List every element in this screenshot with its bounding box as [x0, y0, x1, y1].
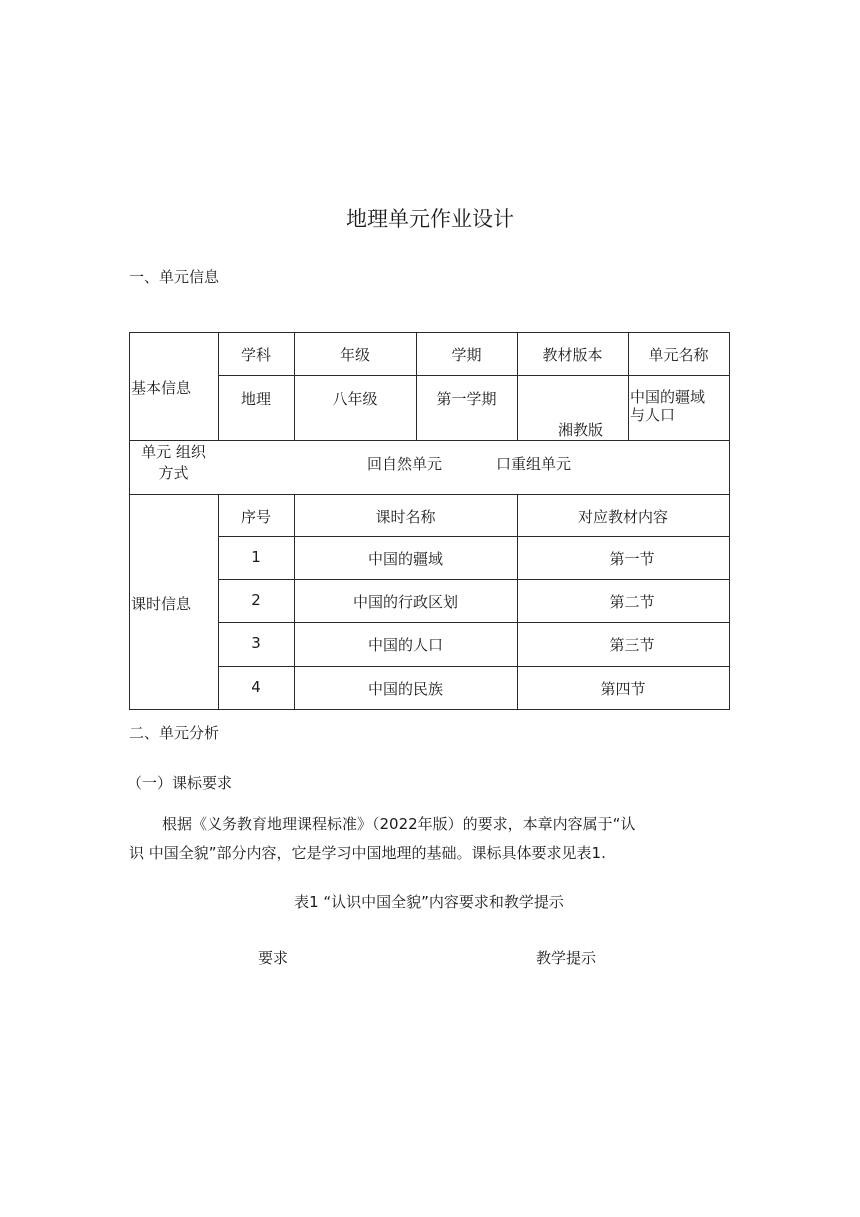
lesson-name: 中国的人口 — [367, 636, 443, 654]
header-semester: 学期 — [451, 346, 482, 364]
lesson-name: 中国的民族 — [367, 680, 443, 698]
paragraph-line: 根据《义务教育地理课程标准》（2022年版）的要求，本章内容属于“认 — [162, 815, 636, 833]
header-lesson-number: 序号 — [240, 508, 271, 526]
lesson-info-label: 课时信息 — [131, 595, 192, 613]
lesson-content: 第四节 — [600, 680, 646, 698]
unit-info-table — [129, 332, 730, 710]
subsection-heading-standards: （一）课标要求 — [127, 774, 233, 792]
lesson-content: 第二节 — [609, 593, 655, 611]
lesson-number: 2 — [251, 591, 261, 609]
basic-info-label: 基本信息 — [131, 379, 192, 397]
document-title: 地理单元作业设计 — [346, 207, 514, 231]
header-textbook-version: 教材版本 — [542, 346, 603, 364]
section-heading-unit-analysis: 二、单元分析 — [129, 724, 220, 742]
paragraph-line: 识 中国全貌”部分内容，它是学习中国地理的基础。课标具体要求见表1. — [129, 844, 606, 862]
value-textbook-version: 湘教版 — [557, 421, 603, 439]
header-grade: 年级 — [339, 346, 370, 364]
lesson-content: 第一节 — [609, 550, 655, 568]
value-semester: 第一学期 — [436, 390, 497, 408]
header-subject: 学科 — [240, 346, 271, 364]
section-heading-unit-info: 一、单元信息 — [129, 268, 220, 286]
value-unit-name: 中国的疆域 与人口 — [630, 388, 706, 424]
lesson-number: 3 — [251, 634, 261, 652]
option-natural-unit: 回自然单元 — [367, 455, 443, 473]
column-header-teaching-hints: 教学提示 — [536, 949, 597, 967]
lesson-content: 第三节 — [609, 636, 655, 654]
lesson-name: 中国的行政区划 — [352, 593, 458, 611]
header-lesson-content: 对应教材内容 — [577, 508, 668, 526]
unit-organization-label: 单元 组织 方式 — [141, 443, 206, 482]
column-header-requirements: 要求 — [258, 949, 289, 967]
header-unit-name: 单元名称 — [648, 346, 709, 364]
lesson-number: 1 — [251, 548, 261, 566]
lesson-name: 中国的疆域 — [367, 550, 443, 568]
value-subject: 地理 — [240, 390, 271, 408]
value-grade: 八年级 — [332, 390, 378, 408]
table-caption: 表1 “认识中国全貌”内容要求和教学提示 — [294, 893, 564, 911]
option-regrouped-unit: 口重组单元 — [496, 455, 572, 473]
lesson-number: 4 — [251, 678, 261, 696]
header-lesson-name: 课时名称 — [375, 508, 436, 526]
